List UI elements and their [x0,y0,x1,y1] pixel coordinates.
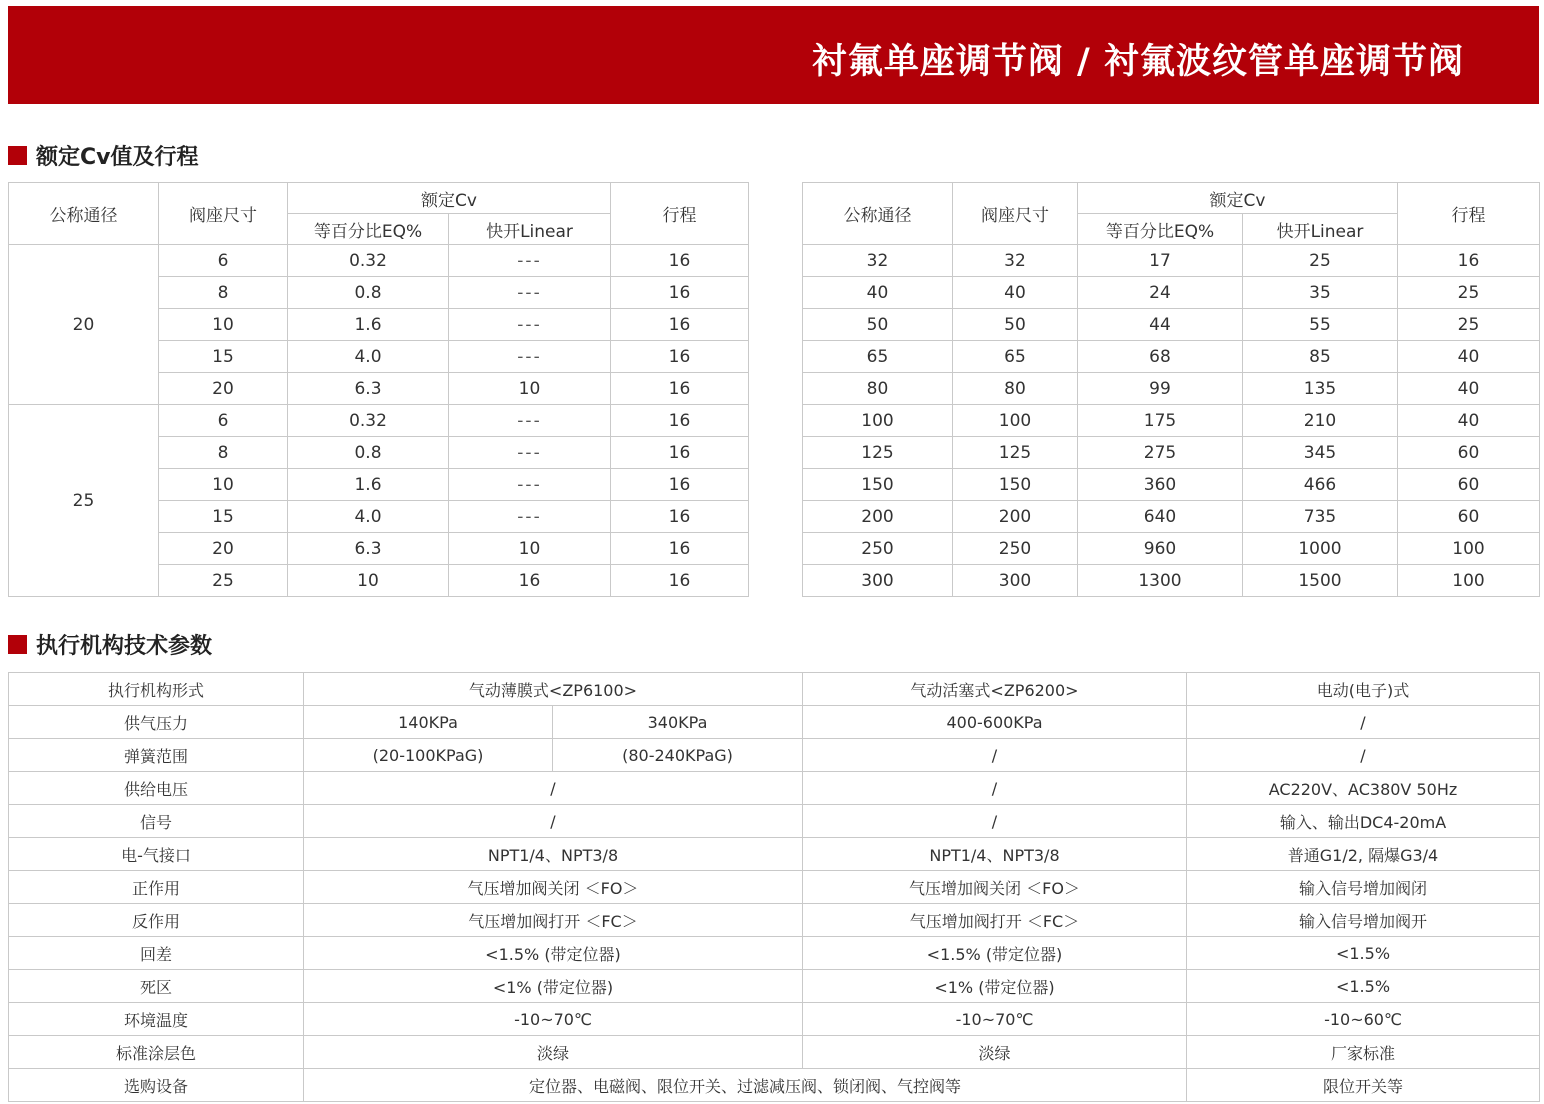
row-label: 选购设备 [9,1069,304,1102]
table-cell: 140KPa [304,706,553,739]
stroke-cell: 60 [1398,437,1540,469]
table-row [9,970,1540,1003]
cv-eq-cell: 1.6 [288,309,449,341]
seat-size-cell: 40 [953,277,1078,309]
col-header-eq: 等百分比EQ% [288,214,449,245]
table-cell: 输入信号增加阀闭 [1187,871,1540,904]
row-label: 供给电压 [9,772,304,805]
col-header-linear: 快开Linear [1243,214,1398,245]
table-row [9,772,1540,805]
row-label: 信号 [9,805,304,838]
stroke-cell: 16 [611,373,749,405]
cv-linear-cell: --- [449,501,611,533]
stroke-cell: 16 [611,309,749,341]
nominal-diameter-cell: 80 [803,373,953,405]
table-cell: 淡绿 [803,1036,1187,1069]
col-header-seat: 阀座尺寸 [953,183,1078,245]
cv-eq-cell: 1.6 [288,469,449,501]
row-label: 执行机构形式 [9,673,304,706]
seat-size-cell: 15 [159,501,288,533]
table-cell: / [1187,706,1540,739]
cv-eq-cell: 0.32 [288,405,449,437]
cv-linear-cell: --- [449,277,611,309]
nominal-diameter-cell: 200 [803,501,953,533]
table-cell: <1% (带定位器) [803,970,1187,1003]
table-cell: 普通G1/2, 隔爆G3/4 [1187,838,1540,871]
stroke-cell: 16 [611,565,749,597]
cv-linear-cell: --- [449,405,611,437]
cv-linear-cell: 10 [449,533,611,565]
table-cell: 气压增加阀打开 ＜FC＞ [304,904,803,937]
seat-size-cell: 8 [159,437,288,469]
stroke-cell: 100 [1398,533,1540,565]
seat-size-cell: 65 [953,341,1078,373]
table-cell: (80-240KPaG) [553,739,803,772]
nominal-diameter-cell: 300 [803,565,953,597]
table-cell: 输入、输出DC4-20mA [1187,805,1540,838]
header-banner [8,6,1539,104]
cv-linear-cell: --- [449,341,611,373]
cv-eq-cell: 4.0 [288,341,449,373]
stroke-cell: 16 [611,437,749,469]
cv-linear-cell: 25 [1243,245,1398,277]
table-cell: NPT1/4、NPT3/8 [304,838,803,871]
stroke-cell: 40 [1398,373,1540,405]
table-row [9,673,1540,706]
stroke-cell: 16 [611,245,749,277]
col-header-cv: 额定Cv [1078,183,1398,214]
table-row [803,245,1540,277]
cv-linear-cell: 1500 [1243,565,1398,597]
cv-linear-cell: 85 [1243,341,1398,373]
row-label: 反作用 [9,904,304,937]
col-header-eq: 等百分比EQ% [1078,214,1243,245]
cv-eq-cell: 6.3 [288,373,449,405]
seat-size-cell: 50 [953,309,1078,341]
table-cell: 气压增加阀关闭 ＜FO＞ [304,871,803,904]
cv-linear-cell: --- [449,309,611,341]
table-cell: / [803,739,1187,772]
table-row [9,739,1540,772]
stroke-cell: 16 [1398,245,1540,277]
table-row [9,245,749,277]
header-zp6200: 气动活塞式<ZP6200> [803,673,1187,706]
row-label: 环境温度 [9,1003,304,1036]
cv-linear-cell: 16 [449,565,611,597]
cv-linear-cell: 35 [1243,277,1398,309]
cv-linear-cell: 210 [1243,405,1398,437]
row-label: 正作用 [9,871,304,904]
page-title: 衬氟单座调节阀 / 衬氟波纹管单座调节阀 [811,42,1464,82]
table-row [803,341,1540,373]
col-header-cv: 额定Cv [288,183,611,214]
table-row [9,805,1540,838]
cv-eq-cell: 24 [1078,277,1243,309]
cv-eq-cell: 960 [1078,533,1243,565]
table-row [803,277,1540,309]
cv-eq-cell: 6.3 [288,533,449,565]
section-marker-icon [8,635,27,654]
table-cell: 气压增加阀打开 ＜FC＞ [803,904,1187,937]
seat-size-cell: 32 [953,245,1078,277]
table-row [9,904,1540,937]
table-cell: / [803,772,1187,805]
cv-eq-cell: 0.32 [288,245,449,277]
table-row [803,501,1540,533]
section-title-actuator: 执行机构技术参数 [36,633,213,659]
row-label: 弹簧范围 [9,739,304,772]
nominal-diameter-cell: 125 [803,437,953,469]
nominal-diameter-cell: 50 [803,309,953,341]
stroke-cell: 60 [1398,469,1540,501]
stroke-cell: 40 [1398,341,1540,373]
cv-eq-cell: 1300 [1078,565,1243,597]
table-cell: / [304,772,803,805]
table-row [9,1003,1540,1036]
cv-linear-cell: 1000 [1243,533,1398,565]
cv-linear-cell: 345 [1243,437,1398,469]
table-row [803,437,1540,469]
col-header-nominal: 公称通径 [9,183,159,245]
cv-eq-cell: 175 [1078,405,1243,437]
cv-linear-cell: 55 [1243,309,1398,341]
col-header-seat: 阀座尺寸 [159,183,288,245]
seat-size-cell: 20 [159,373,288,405]
seat-size-cell: 15 [159,341,288,373]
table-cell: 输入信号增加阀开 [1187,904,1540,937]
stroke-cell: 16 [611,405,749,437]
cv-linear-cell: --- [449,245,611,277]
cv-linear-cell: --- [449,437,611,469]
cv-eq-cell: 360 [1078,469,1243,501]
seat-size-cell: 100 [953,405,1078,437]
seat-size-cell: 300 [953,565,1078,597]
table-row [9,405,749,437]
table-cell: AC220V、AC380V 50Hz [1187,772,1540,805]
nominal-diameter-cell: 100 [803,405,953,437]
table-cell: 限位开关等 [1187,1069,1540,1102]
seat-size-cell: 10 [159,309,288,341]
seat-size-cell: 80 [953,373,1078,405]
table-row [9,706,1540,739]
col-header-nominal: 公称通径 [803,183,953,245]
cv-eq-cell: 275 [1078,437,1243,469]
table-cell: <1.5% [1187,970,1540,1003]
seat-size-cell: 20 [159,533,288,565]
table-cell: -10~70℃ [803,1003,1187,1036]
stroke-cell: 25 [1398,309,1540,341]
nominal-diameter-cell: 25 [9,405,159,597]
actuator-table [8,672,1540,1102]
cv-eq-cell: 44 [1078,309,1243,341]
seat-size-cell: 6 [159,405,288,437]
row-label: 供气压力 [9,706,304,739]
header-electric: 电动(电子)式 [1187,673,1540,706]
cv-linear-cell: --- [449,469,611,501]
cv-eq-cell: 10 [288,565,449,597]
section-marker-icon [8,146,27,165]
seat-size-cell: 200 [953,501,1078,533]
cv-eq-cell: 0.8 [288,277,449,309]
cv-linear-cell: 466 [1243,469,1398,501]
cv-table-left [8,182,749,597]
table-cell: -10~70℃ [304,1003,803,1036]
cv-eq-cell: 68 [1078,341,1243,373]
nominal-diameter-cell: 40 [803,277,953,309]
table-cell: 厂家标准 [1187,1036,1540,1069]
nominal-diameter-cell: 32 [803,245,953,277]
seat-size-cell: 8 [159,277,288,309]
table-row [803,309,1540,341]
table-cell: 定位器、电磁阀、限位开关、过滤减压阀、锁闭阀、气控阀等 [304,1069,1187,1102]
table-cell: <1.5% (带定位器) [304,937,803,970]
cv-eq-cell: 640 [1078,501,1243,533]
stroke-cell: 16 [611,533,749,565]
table-cell: <1.5% [1187,937,1540,970]
table-cell: 340KPa [553,706,803,739]
cv-table-right [802,182,1540,597]
table-row [803,565,1540,597]
seat-size-cell: 150 [953,469,1078,501]
seat-size-cell: 250 [953,533,1078,565]
cv-linear-cell: 10 [449,373,611,405]
cv-linear-cell: 735 [1243,501,1398,533]
seat-size-cell: 6 [159,245,288,277]
table-cell: (20-100KPaG) [304,739,553,772]
stroke-cell: 40 [1398,405,1540,437]
table-cell: <1% (带定位器) [304,970,803,1003]
stroke-cell: 60 [1398,501,1540,533]
col-header-stroke: 行程 [611,183,749,245]
row-label: 回差 [9,937,304,970]
stroke-cell: 16 [611,341,749,373]
cv-eq-cell: 0.8 [288,437,449,469]
table-cell: -10~60℃ [1187,1003,1540,1036]
table-cell: <1.5% (带定位器) [803,937,1187,970]
col-header-linear: 快开Linear [449,214,611,245]
table-row [9,871,1540,904]
cv-eq-cell: 99 [1078,373,1243,405]
table-cell: / [304,805,803,838]
table-cell: / [1187,739,1540,772]
table-cell: 气压增加阀关闭 ＜FO＞ [803,871,1187,904]
stroke-cell: 16 [611,277,749,309]
row-label: 电-气接口 [9,838,304,871]
table-row [9,838,1540,871]
seat-size-cell: 25 [159,565,288,597]
cv-linear-cell: 135 [1243,373,1398,405]
table-row [9,937,1540,970]
stroke-cell: 16 [611,501,749,533]
table-row [803,469,1540,501]
row-label: 死区 [9,970,304,1003]
section-heading-actuator [8,629,212,659]
table-row [803,533,1540,565]
stroke-cell: 25 [1398,277,1540,309]
table-cell: / [803,805,1187,838]
cv-eq-cell: 17 [1078,245,1243,277]
nominal-diameter-cell: 250 [803,533,953,565]
stroke-cell: 100 [1398,565,1540,597]
table-row [803,405,1540,437]
section-title-cv: 额定Cv值及行程 [36,144,199,170]
col-header-stroke: 行程 [1398,183,1540,245]
table-row [9,1036,1540,1069]
stroke-cell: 16 [611,469,749,501]
nominal-diameter-cell: 65 [803,341,953,373]
cv-eq-cell: 4.0 [288,501,449,533]
table-row [9,1069,1540,1102]
table-cell: 400-600KPa [803,706,1187,739]
table-cell: NPT1/4、NPT3/8 [803,838,1187,871]
seat-size-cell: 10 [159,469,288,501]
table-cell: 淡绿 [304,1036,803,1069]
nominal-diameter-cell: 20 [9,245,159,405]
nominal-diameter-cell: 150 [803,469,953,501]
section-heading-cv [8,140,199,170]
table-row [803,373,1540,405]
header-zp6100: 气动薄膜式<ZP6100> [304,673,803,706]
seat-size-cell: 125 [953,437,1078,469]
row-label: 标准涂层色 [9,1036,304,1069]
